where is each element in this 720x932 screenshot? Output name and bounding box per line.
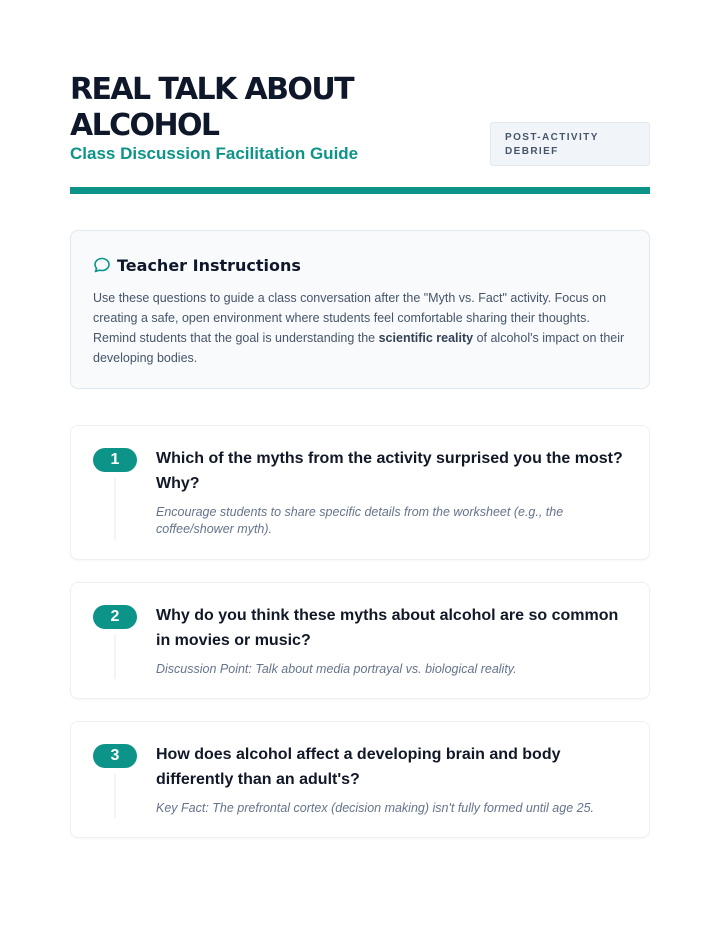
instructions-heading xyxy=(93,255,301,275)
question-note: Discussion Point: Talk about media portrayal vs. biological reality. xyxy=(156,662,517,676)
teacher-instructions-card xyxy=(70,230,650,389)
instructions-text-end: of alcohol's impact on their developing bodies. xyxy=(93,331,625,365)
question-number: 1 xyxy=(93,448,137,472)
question-text: Which of the myths from the activity surprised you the most? Why? xyxy=(156,450,623,492)
header-divider xyxy=(70,187,650,194)
question-note: Encourage students to share specific details from the worksheet (e.g., the coffee/shower myth). xyxy=(156,505,564,536)
question-connector xyxy=(114,478,116,540)
instructions-text-start: Use these questions to guide a class conversation after the "Myth vs. Fact" activity. Focus on creating a safe, open environment where students feel comfortable sharing their thoughts. Remind students that the goal is understanding the xyxy=(93,291,607,345)
status-badge: POST-ACTIVITY DEBRIEF xyxy=(490,122,650,166)
question-card xyxy=(70,425,650,560)
question-text: How does alcohol affect a developing brain and body differently than an adult's? xyxy=(156,746,561,788)
question-number: 2 xyxy=(93,605,137,629)
instructions-title: Teacher Instructions xyxy=(117,255,301,275)
instructions-text xyxy=(93,288,629,368)
question-text: Why do you think these myths about alcohol are so common in movies or music? xyxy=(156,607,619,649)
question-card xyxy=(70,721,650,838)
question-note: Key Fact: The prefrontal cortex (decision making) isn't fully formed until age 25. xyxy=(156,801,595,815)
question-number: 3 xyxy=(93,744,137,768)
question-card xyxy=(70,582,650,699)
question-connector xyxy=(114,774,116,818)
document-page xyxy=(70,0,650,932)
page-subtitle: Class Discussion Facilitation Guide xyxy=(70,144,359,163)
instructions-text-emphasis: scientific reality xyxy=(378,331,474,345)
header xyxy=(70,70,650,180)
question-connector xyxy=(114,635,116,679)
page-title: REAL TALK ABOUT ALCOHOL xyxy=(70,72,353,143)
chat-bubble-icon xyxy=(93,256,111,274)
